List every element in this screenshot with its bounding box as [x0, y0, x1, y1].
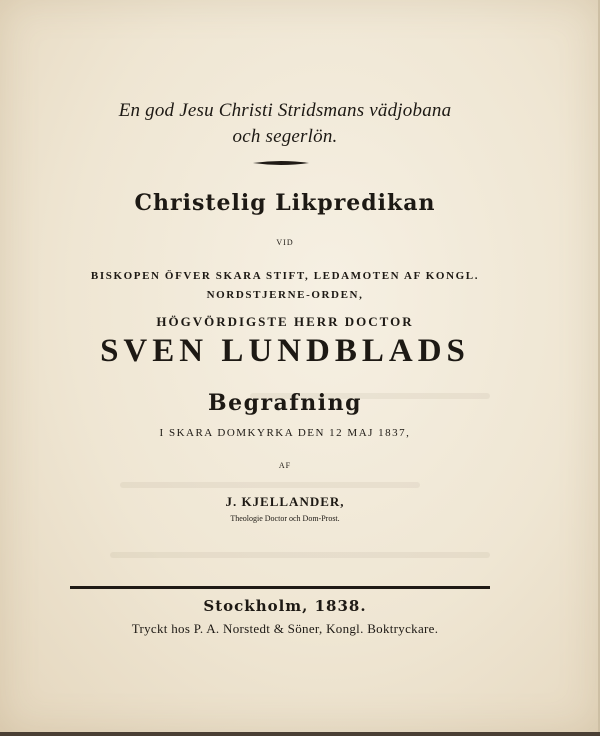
vid-label: VID — [276, 238, 294, 247]
imprint-city-year: Stockholm, 1838. — [203, 597, 367, 615]
motto-line-1: En god Jesu Christi Stridsmans vädjobana — [118, 100, 452, 121]
author-name: J. KJELLANDER, — [225, 494, 345, 509]
show-through-text — [110, 552, 490, 558]
horizontal-rule — [70, 586, 490, 589]
begrafning-heading: Begrafning — [207, 390, 362, 416]
main-title: Christelig Likpredikan — [134, 190, 436, 216]
author-title: Theologie Doctor och Dom-Prost. — [230, 514, 340, 523]
imprint-printer: Tryckt hos P. A. Norstedt & Söner, Kongl. Boktryckare. — [131, 621, 439, 636]
subject-line-3: HÖGVÖRDIGSTE HERR DOCTOR — [156, 314, 414, 329]
show-through-text — [120, 482, 420, 488]
subject-line-2: NORDSTJERNE-ORDEN, — [206, 289, 364, 301]
motto-line-2: och segerlön. — [232, 126, 338, 147]
place-and-date: I SKARA DOMKYRKA DEN 12 MAJ 1837, — [159, 427, 411, 439]
deceased-name: SVEN LUNDBLADS — [100, 333, 470, 369]
subject-line-1: BISKOPEN ÖFVER SKARA STIFT, LEDAMOTEN AF KONGL. — [90, 270, 480, 282]
af-label: AF — [278, 461, 292, 470]
ornamental-rule — [253, 160, 309, 166]
